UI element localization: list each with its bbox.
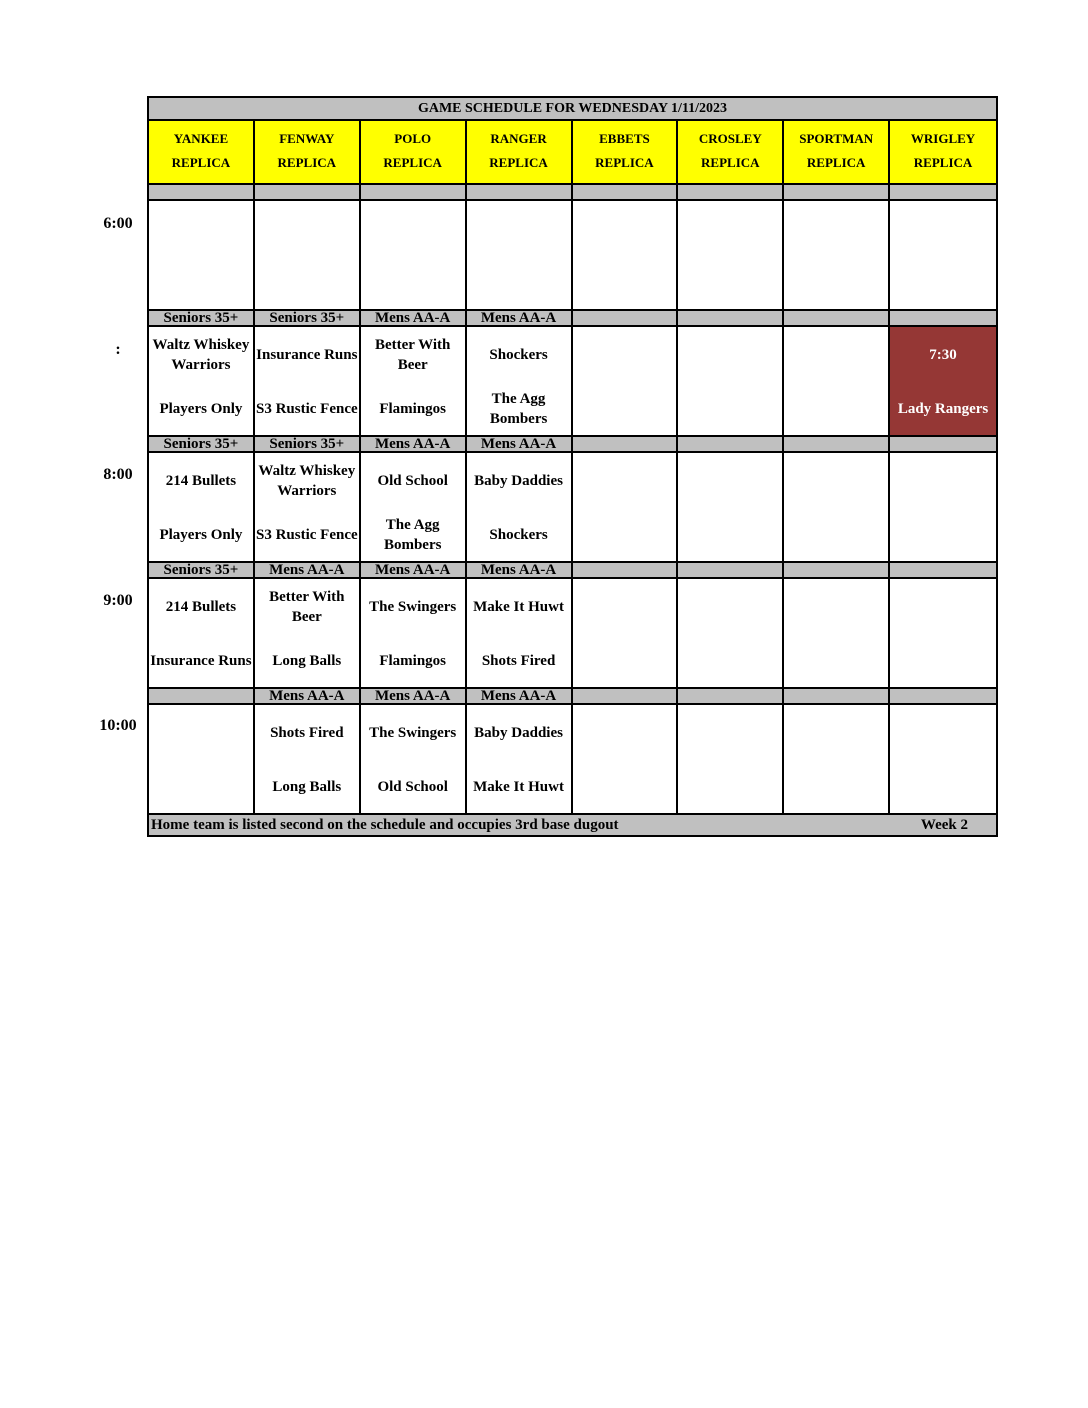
home-team xyxy=(149,761,253,813)
division-label: Seniors 35+ xyxy=(255,437,361,453)
division-label xyxy=(149,185,255,201)
away-team: Waltz Whiskey Warriors xyxy=(258,463,356,499)
away-team xyxy=(678,579,782,635)
home-team xyxy=(784,509,888,561)
time-label: : xyxy=(115,341,121,358)
schedule-title: GAME SCHEDULE FOR WEDNESDAY 1/11/2023 xyxy=(149,98,996,121)
away-team xyxy=(467,201,571,257)
home-team: Lady Rangers xyxy=(897,401,989,417)
away-team: 7:30 xyxy=(929,347,957,363)
time-label: 8:00 xyxy=(103,466,133,483)
away-team xyxy=(784,705,888,761)
field-name: POLO xyxy=(394,131,432,146)
field-name: SPORTMAN xyxy=(799,131,874,146)
division-label xyxy=(890,563,996,579)
home-team: Shockers xyxy=(489,527,548,543)
home-team xyxy=(467,257,571,309)
division-label xyxy=(784,689,890,705)
home-team xyxy=(784,635,888,687)
division-label: Mens AA-A xyxy=(361,689,467,705)
division-row xyxy=(149,689,996,705)
away-team xyxy=(678,453,782,509)
schedule-table xyxy=(147,96,998,837)
away-team xyxy=(784,453,888,509)
game-cell xyxy=(890,201,996,311)
game-cell xyxy=(678,453,784,563)
away-team xyxy=(784,579,888,635)
field-name: EBBETS xyxy=(599,131,650,146)
field-subtitle: REPLICA xyxy=(383,155,442,170)
field-header-ebbets xyxy=(573,121,679,185)
division-label: Mens AA-A xyxy=(467,311,573,327)
away-team xyxy=(573,327,677,383)
away-team: The Swingers xyxy=(369,725,457,741)
division-label: Seniors 35+ xyxy=(149,437,255,453)
home-team: The Agg Bombers xyxy=(489,391,548,427)
game-cell xyxy=(784,327,890,437)
home-team xyxy=(573,383,677,435)
game-cell xyxy=(573,201,679,311)
game-cell xyxy=(361,327,467,437)
home-team xyxy=(573,635,677,687)
field-name: CROSLEY xyxy=(698,131,762,146)
field-subtitle: REPLICA xyxy=(277,155,337,170)
away-team: Shots Fired xyxy=(270,725,344,741)
time-slot-row xyxy=(149,453,996,563)
schedule-body xyxy=(149,185,996,815)
field-header-fenway xyxy=(255,121,361,185)
home-team xyxy=(890,635,996,687)
time-slot-row xyxy=(149,201,996,311)
division-label xyxy=(255,185,361,201)
field-subtitle: REPLICA xyxy=(595,155,654,170)
field-name: FENWAY xyxy=(279,131,335,146)
division-label xyxy=(678,437,784,453)
away-team: Baby Daddies xyxy=(474,473,563,489)
field-subtitle: REPLICA xyxy=(701,155,760,170)
game-cell xyxy=(149,327,255,437)
away-team: Better With Beer xyxy=(374,337,451,373)
game-cell xyxy=(149,453,255,563)
home-team: Long Balls xyxy=(272,779,342,795)
division-label xyxy=(361,185,467,201)
away-team xyxy=(573,705,677,761)
time-slot-row xyxy=(149,705,996,815)
division-label xyxy=(890,311,996,327)
away-team xyxy=(573,201,677,257)
field-header-sportman xyxy=(784,121,890,185)
away-team: Old School xyxy=(377,473,448,489)
home-team xyxy=(149,257,253,309)
game-cell xyxy=(255,201,361,311)
field-header-crosley xyxy=(678,121,784,185)
division-label: Mens AA-A xyxy=(361,437,467,453)
home-team xyxy=(573,761,677,813)
away-team: Make It Huwt xyxy=(473,599,564,615)
home-team xyxy=(678,257,782,309)
game-cell xyxy=(149,705,255,815)
home-team xyxy=(890,257,996,309)
home-team xyxy=(361,257,465,309)
division-label: Seniors 35+ xyxy=(255,311,361,327)
field-name: RANGER xyxy=(490,131,547,146)
field-header-wrigley xyxy=(890,121,996,185)
division-label xyxy=(784,185,890,201)
game-cell xyxy=(678,705,784,815)
home-team: Make It Huwt xyxy=(473,779,564,795)
game-cell xyxy=(890,579,996,689)
away-team: 214 Bullets xyxy=(165,473,237,489)
field-subtitle: REPLICA xyxy=(913,155,973,170)
time-label: 9:00 xyxy=(103,592,133,609)
away-team xyxy=(890,579,996,635)
home-team: Players Only xyxy=(159,527,243,543)
division-label xyxy=(890,185,996,201)
field-header-yankee xyxy=(149,121,255,185)
away-team xyxy=(678,327,782,383)
game-cell xyxy=(255,579,361,689)
division-label: Mens AA-A xyxy=(255,689,361,705)
away-team xyxy=(784,201,888,257)
away-team xyxy=(678,201,782,257)
division-label xyxy=(573,437,679,453)
division-label xyxy=(784,437,890,453)
home-team: The Agg Bombers xyxy=(383,517,442,553)
division-label: Seniors 35+ xyxy=(149,311,255,327)
time-slot-row xyxy=(149,327,996,437)
away-team: Insurance Runs xyxy=(256,347,358,363)
division-label xyxy=(467,185,573,201)
game-cell xyxy=(890,705,996,815)
game-cell xyxy=(678,327,784,437)
game-cell xyxy=(890,453,996,563)
division-label: Mens AA-A xyxy=(467,437,573,453)
division-label xyxy=(573,689,679,705)
home-team xyxy=(784,257,888,309)
time-label: 6:00 xyxy=(103,215,133,232)
away-team xyxy=(149,705,253,761)
home-team: S3 Rustic Fence xyxy=(255,527,358,543)
away-team xyxy=(573,579,677,635)
game-cell xyxy=(255,705,361,815)
division-label: Mens AA-A xyxy=(467,563,573,579)
game-cell xyxy=(784,705,890,815)
game-cell xyxy=(149,579,255,689)
game-cell xyxy=(361,579,467,689)
division-label xyxy=(784,563,890,579)
game-cell xyxy=(678,579,784,689)
time-slot-row xyxy=(149,579,996,689)
game-cell xyxy=(361,201,467,311)
division-label xyxy=(678,311,784,327)
division-label: Mens AA-A xyxy=(467,689,573,705)
home-team: Flamingos xyxy=(379,653,447,669)
home-team xyxy=(573,257,677,309)
home-team: S3 Rustic Fence xyxy=(255,401,358,417)
home-team: Flamingos xyxy=(379,401,447,417)
game-cell xyxy=(467,579,573,689)
away-team xyxy=(255,201,359,257)
game-cell xyxy=(573,705,679,815)
field-header-ranger xyxy=(467,121,573,185)
division-label xyxy=(678,185,784,201)
time-label: 10:00 xyxy=(99,717,137,734)
home-team xyxy=(890,761,996,813)
field-subtitle: REPLICA xyxy=(806,155,866,170)
game-cell xyxy=(784,453,890,563)
division-row xyxy=(149,437,996,453)
home-team: Players Only xyxy=(159,401,243,417)
game-cell xyxy=(361,453,467,563)
game-cell xyxy=(467,453,573,563)
away-team: Better With Beer xyxy=(269,589,345,625)
division-label xyxy=(890,689,996,705)
game-cell xyxy=(573,453,679,563)
week-label: Week 2 xyxy=(920,817,968,833)
division-row xyxy=(149,563,996,579)
away-team xyxy=(361,201,465,257)
home-team xyxy=(784,761,888,813)
home-team xyxy=(678,761,782,813)
division-label xyxy=(784,311,890,327)
field-name: YANKEE xyxy=(173,131,229,146)
home-team: Insurance Runs xyxy=(150,653,252,669)
away-team xyxy=(784,327,888,383)
game-cell xyxy=(678,201,784,311)
field-header-polo xyxy=(361,121,467,185)
away-team xyxy=(149,201,253,257)
division-label xyxy=(573,185,679,201)
division-row xyxy=(149,311,996,327)
division-label: Mens AA-A xyxy=(361,311,467,327)
away-team xyxy=(890,453,996,509)
away-team xyxy=(573,453,677,509)
away-team: Waltz Whiskey Warriors xyxy=(152,337,250,373)
game-cell xyxy=(467,327,573,437)
home-team xyxy=(890,509,996,561)
game-cell xyxy=(784,201,890,311)
home-team xyxy=(678,509,782,561)
field-header-row xyxy=(149,121,996,185)
division-label xyxy=(890,437,996,453)
division-label xyxy=(678,563,784,579)
away-team: Shockers xyxy=(489,347,548,363)
division-label xyxy=(573,311,679,327)
home-team: Old School xyxy=(377,779,448,795)
game-cell xyxy=(255,453,361,563)
home-team xyxy=(255,257,359,309)
home-team xyxy=(678,635,782,687)
field-name: WRIGLEY xyxy=(910,131,976,146)
field-subtitle: REPLICA xyxy=(171,155,231,170)
division-label xyxy=(573,563,679,579)
away-team: 214 Bullets xyxy=(165,599,237,615)
division-label xyxy=(678,689,784,705)
division-label xyxy=(149,689,255,705)
game-cell xyxy=(573,327,679,437)
home-team xyxy=(678,383,782,435)
game-cell xyxy=(784,579,890,689)
game-cell xyxy=(467,201,573,311)
division-label: Mens AA-A xyxy=(255,563,361,579)
division-row xyxy=(149,185,996,201)
division-label: Seniors 35+ xyxy=(149,563,255,579)
home-team xyxy=(573,509,677,561)
home-team-note: Home team is listed second on the schedule and occupies 3rd base dugout xyxy=(151,817,619,833)
game-cell xyxy=(361,705,467,815)
away-team: The Swingers xyxy=(369,599,457,615)
away-team xyxy=(890,201,996,257)
schedule-footer xyxy=(149,815,996,835)
home-team: Shots Fired xyxy=(481,653,556,669)
game-cell xyxy=(890,327,996,437)
game-cell xyxy=(573,579,679,689)
game-cell xyxy=(255,327,361,437)
game-cell xyxy=(467,705,573,815)
away-team xyxy=(678,705,782,761)
field-subtitle: REPLICA xyxy=(489,155,548,170)
game-cell xyxy=(149,201,255,311)
away-team xyxy=(890,705,996,761)
home-team xyxy=(784,383,888,435)
away-team: Baby Daddies xyxy=(474,725,563,741)
division-label: Mens AA-A xyxy=(361,563,467,579)
home-team: Long Balls xyxy=(272,653,342,669)
